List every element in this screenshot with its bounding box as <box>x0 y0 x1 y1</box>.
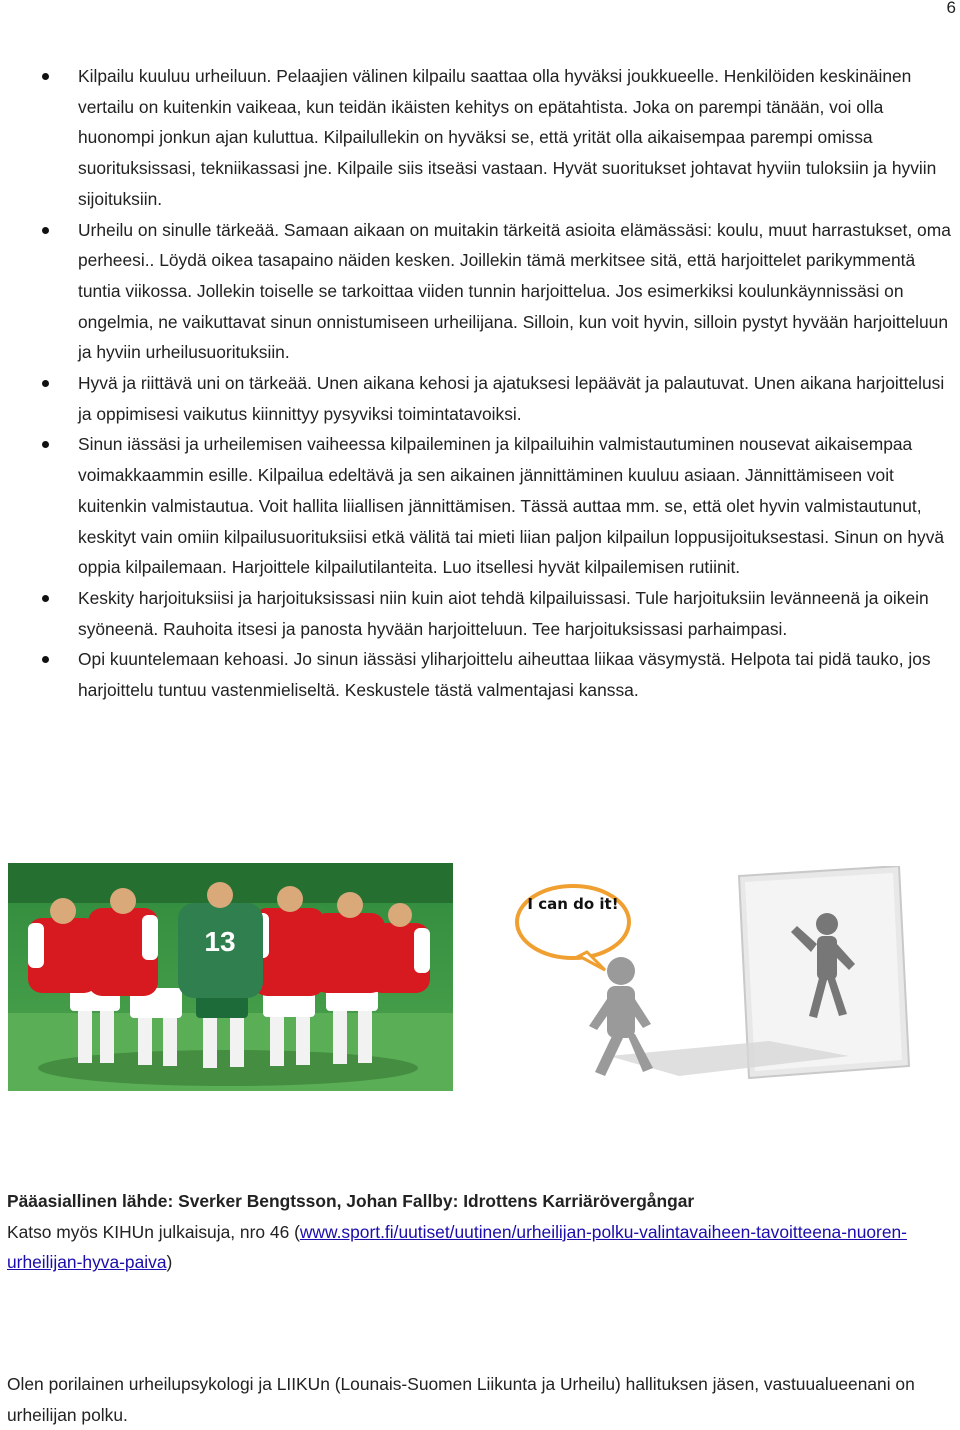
team-huddle-photo <box>8 863 453 1091</box>
author-note: Olen porilainen urheilupsykologi ja LIIKUn (Lounais-Suomen Liikunta ja Urheilu) hallituksen jäsen, vastuualueenani on urheilijan polku. <box>7 1374 915 1425</box>
bullet-text: Kilpailu kuuluu urheiluun. Pelaajien välinen kilpailu saattaa olla hyväksi joukkueelle. Henkilöiden keskinäinen vertailu on kuitenkin vaikeaa, kun teidän ikäisten kehitys on epätahtista. Joka on parempi tänään, voi olla huonompi jonkun ajan kuluttua. Kilpailullekin on hyväksi se, että yrität olla aikaisempaa parempi omissa suorituksissasi, tekniikassasi jne. Kilpaile siis itseäsi vastaan. Hyvät suoritukset johtavat hyviin tuloksiin ja hyviin sijoituksiin. <box>78 66 937 209</box>
source-section <box>7 1186 937 1278</box>
bullet-dot-icon <box>42 380 49 387</box>
bullet-text: Urheilu on sinulle tärkeää. Samaan aikaan on muitakin tärkeitä asioita elämässäsi: koulu, muut harrastukset, oma perheesi.. Löydä oikea tasapaino näiden kesken. Joillekin tämä merkitsee sitä, että harjoittelet parikymmentä tuntia viikossa. Jollekin toiselle se tarkoittaa viiden tunnin harjoittelua. Jos esimerkiksi koulunkäynnissäsi on ongelmia, ne vaikuttavat sinun onnistumiseen urheilijana. Silloin, kun voit hyvin, silloin pystyt hyvään harjoitteluun ja hyviin urheilusuorituksiin. <box>78 219 951 363</box>
kihu-publication-link[interactable]: www.sport.fi/uutiset/uutinen/urheilijan-polku-valintavaiheen-tavoitteena-nuoren-urheilijan-hyva-paiva <box>7 1221 907 1273</box>
source-heading-label: Pääasiallinen lähde: <box>7 1191 174 1211</box>
bullet-text: Opi kuuntelemaan kehoasi. Jo sinun iässäsi yliharjoittelu aiheuttaa liikaa väsymystä. Helpota tai pidä tauko, jos harjoittelu tuntuu vastenmieliseltä. Keskustele tästä valmentajasi kanssa. <box>78 649 931 701</box>
speech-bubble-text: I can do it! <box>527 896 619 913</box>
see-also-prefix: Katso myös KIHUn julkaisuja, nro 46 ( <box>7 1221 300 1242</box>
jersey-number: 13 <box>204 926 236 957</box>
bullet-item-competition <box>0 61 960 215</box>
bullet-item-nervousness <box>0 429 960 583</box>
bullet-item-balance <box>0 215 960 369</box>
see-also-suffix: ) <box>166 1252 173 1273</box>
source-heading-title: Idrottens Karriärövergångar <box>463 1191 695 1211</box>
bullet-item-listen-body <box>0 644 960 705</box>
page-number: 6 <box>946 0 956 17</box>
bullet-text: Sinun iässäsi ja urheilemisen vaiheessa kilpaileminen ja kilpailuihin valmistautuminen nousevat aikaisempaa voimakkaammin esille. Kilpailua edeltävä ja sen aikainen jännittäminen kuuluu asiaan. Jännittämiseen voit kuitenkin valmistautua. Voit hallita liiallisen jännittämisen. Tässä auttaa mm. se, että olet hyvin valmistautunut, keskityt vain omiin kilpailusuorituksiisi etkä välitä tai mieti liian paljon kilpailun loppusijoituksestasi. Sinun on hyvä oppia kilpailemaan. Harjoittele kilpailutilanteita. Luo itsellesi hyvät kilpailemisen rutiinit. <box>78 434 945 578</box>
source-heading-authors: Sverker Bengtsson, Johan Fallby: <box>178 1191 459 1211</box>
bullet-text: Hyvä ja riittävä uni on tärkeää. Unen aikana kehosi ja ajatuksesi lepäävät ja palautuvat. Unen aikana harjoittelusi ja oppimisesi vaikutus kiinnittyy pysyviksi toimintatavoiksi. <box>78 373 945 424</box>
mirror-figure-illustration <box>509 866 917 1090</box>
bullet-text: Keskity harjoituksiisi ja harjoituksissasi niin kuin aiot tehdä kilpailuissasi. Tule harjoituksiin levänneenä ja oikein syöneenä. Rauhoita itsesi ja panosta hyvään harjoitteluun. Tee harjoituksissasi parhaimpasi. <box>78 587 929 639</box>
image-row <box>0 862 960 1092</box>
source-heading <box>7 1186 937 1217</box>
bullet-dot-icon <box>42 441 49 448</box>
bullet-dot-icon <box>42 227 49 234</box>
bullet-dot-icon <box>42 73 49 80</box>
bullet-item-focus <box>0 583 960 644</box>
bullet-dot-icon <box>42 595 49 602</box>
see-also <box>7 1217 937 1278</box>
bullet-item-sleep <box>0 368 960 429</box>
bullet-list <box>0 61 960 706</box>
bullet-dot-icon <box>42 656 49 663</box>
